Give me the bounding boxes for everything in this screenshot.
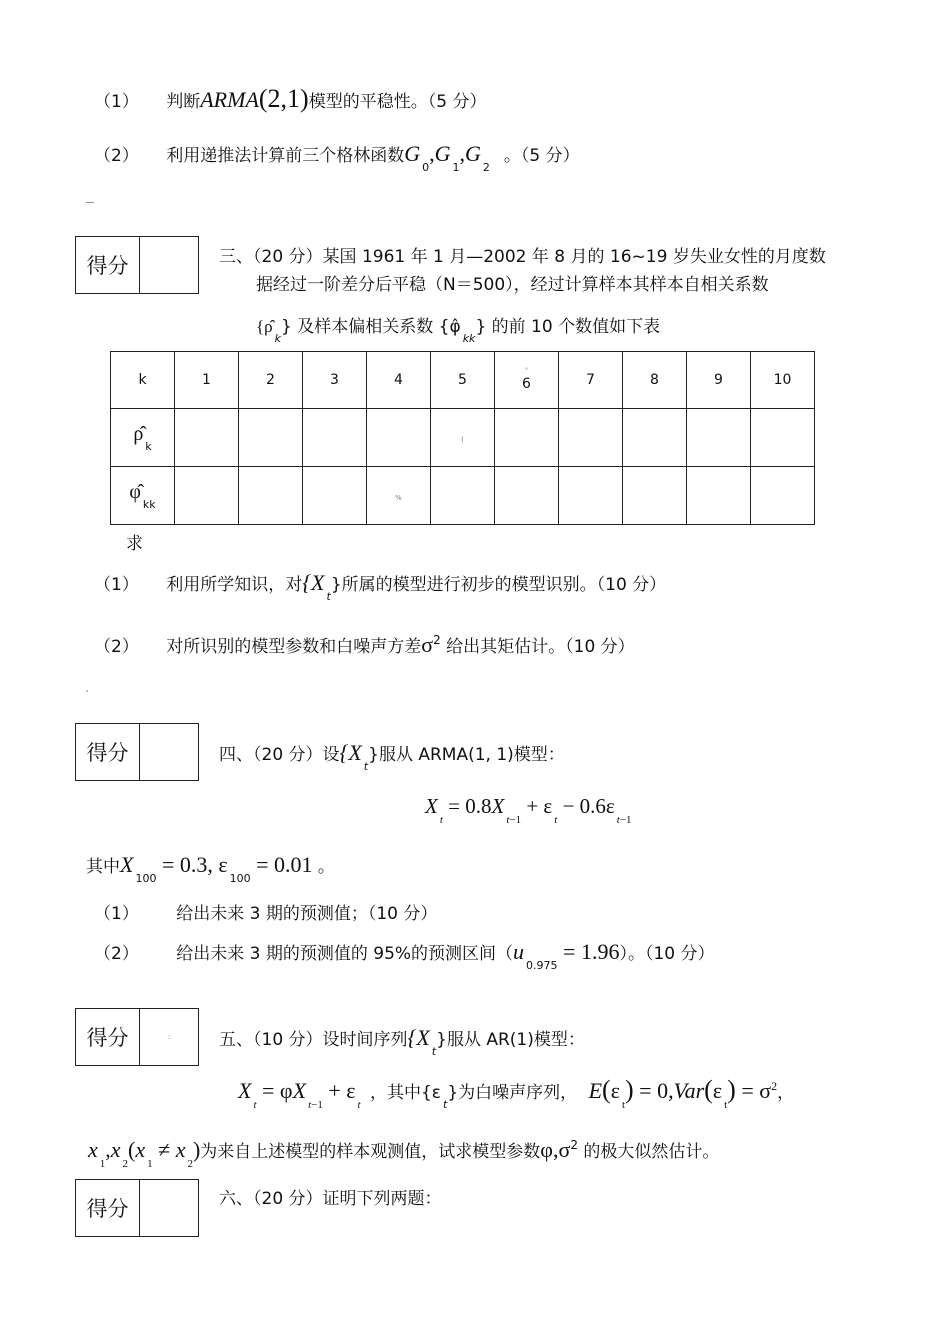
section-6-title: 六、（20 分）证明下列两题： (219, 1189, 442, 1209)
series-symbol: {X (407, 1025, 430, 1050)
question-number: （1） (94, 575, 139, 595)
model-params: (2,1) (258, 84, 309, 113)
series-symbol: {X (302, 570, 325, 595)
title-text: }服从 AR(1)模型： (436, 1030, 585, 1050)
table-cell[interactable] (367, 467, 431, 525)
section-3-title-cont: 据经过一阶差分后平稳（N＝500），经过计算样本其样本自相关系数 (256, 275, 769, 295)
arma-equation: $X_t = 0.8X_{t-1} + \varepsilon_t - 0.6\varepsilon_{t-1}$ (425, 794, 632, 826)
table-cell[interactable] (495, 467, 559, 525)
subscript: kk (462, 332, 476, 345)
green-function-symbol: G (434, 141, 451, 166)
score-value[interactable] (140, 1180, 198, 1236)
subscript: 0 (422, 161, 430, 174)
question-text: 利用所学知识，对 (166, 575, 303, 595)
text: 的极大似然估计。 (578, 1142, 720, 1162)
table-header-cell: 1 (175, 352, 239, 409)
superscript: 2 (570, 1138, 578, 1152)
table-cell[interactable] (239, 409, 303, 467)
question-2-2 (94, 141, 580, 174)
subscript: k (274, 332, 282, 345)
title-text: 四、（20 分）设 (219, 745, 340, 765)
ask-label: 求 (126, 534, 143, 554)
table-cell[interactable] (623, 467, 687, 525)
question-text: 给出其矩估计。（10 分） (440, 637, 635, 657)
model-name: ARMA (200, 87, 259, 112)
subscript: 100 (135, 872, 157, 885)
subscript: t (431, 1045, 437, 1058)
table-header-cell: 3 (303, 352, 367, 409)
title-text: }服从 ARMA(1, 1)模型： (368, 745, 565, 765)
score-value[interactable] (140, 724, 198, 780)
table-cell[interactable] (751, 467, 815, 525)
subscript: 1 (452, 161, 460, 174)
x-symbol: X (120, 852, 134, 877)
stray-mark (86, 690, 88, 692)
stray-mark (86, 202, 94, 203)
question-text: 判断 (166, 92, 201, 112)
row-label (111, 467, 175, 525)
stray-mark: % (395, 493, 402, 502)
score-label: 得分 (76, 724, 140, 780)
stray-mark: ( (461, 435, 464, 444)
question-3-2 (94, 632, 635, 658)
table-cell[interactable] (175, 467, 239, 525)
table-cell[interactable] (367, 409, 431, 467)
question-text: 给出未来 3 期的预测值的 95%的预测区间（ (176, 944, 514, 964)
table-cell[interactable] (431, 467, 495, 525)
u-symbol: u (513, 939, 525, 964)
table-header-cell: 8 (623, 352, 687, 409)
question-text: 利用递推法计算前三个格林函数 (166, 146, 405, 166)
table-cell[interactable] (559, 409, 623, 467)
section-5-sample-line: $x_1,x_2(x_1 \ne x_2)$为来自上述模型的样本观测值，试求模型参数$\varphi,\sigma^2$ 的极大似然估计。 (88, 1137, 720, 1170)
score-label: 得分 (76, 1180, 140, 1236)
table-cell[interactable] (687, 467, 751, 525)
score-box-4 (75, 723, 199, 781)
table-header-cell: 2 (239, 352, 303, 409)
rho-symbol: {ρ̂ (256, 317, 273, 336)
question-text: 对所识别的模型参数和白噪声方差 (166, 637, 422, 657)
text: }为白噪声序列， (447, 1083, 578, 1103)
table-cell[interactable] (431, 409, 495, 467)
params-symbol: φ,σ (540, 1137, 571, 1162)
green-function-symbol: G (404, 141, 421, 166)
phi-symbol: φ̂ (129, 480, 141, 503)
subscript: t (363, 760, 369, 773)
question-number: （2） (94, 637, 139, 657)
question-2-1 (94, 84, 486, 114)
comma: , (459, 141, 466, 166)
question-text: ）。（10 分） (619, 944, 715, 964)
table-header-cell: 9 (687, 352, 751, 409)
subscript: kk (142, 497, 156, 511)
section-3-title: 三、（20 分）某国 1961 年 1 月—2002 年 8 月的 16~19 岁失业女性的月度数 (219, 247, 826, 267)
text: 其中{ε (386, 1083, 441, 1103)
table-cell[interactable] (623, 409, 687, 467)
table-row-acf (111, 409, 815, 467)
title-text: 五、（10 分）设时间序列 (219, 1030, 408, 1050)
table-header-cell: k (111, 352, 175, 409)
table-cell[interactable] (495, 409, 559, 467)
table-cell[interactable] (175, 409, 239, 467)
question-text: }所属的模型进行初步的模型识别。（10 分） (330, 575, 667, 595)
score-label: 得分 (76, 1009, 140, 1065)
cond-value: = 0.01 (250, 852, 313, 877)
section-4-title (219, 740, 565, 773)
acf-pacf-table (110, 351, 815, 525)
question-3-1 (94, 570, 666, 603)
text: } 及样本偏相关系数 {φ̂ (281, 317, 461, 337)
superscript: 2 (433, 633, 441, 647)
question-number: （2） (94, 944, 139, 964)
cond-text: 其中 (86, 857, 120, 877)
subscript: 100 (229, 872, 251, 885)
subscript: k (145, 439, 152, 453)
table-cell[interactable] (687, 409, 751, 467)
text: } 的前 10 个数值如下表 (475, 317, 661, 337)
cond-text: 。 (312, 857, 335, 877)
subscript: t (326, 590, 331, 603)
score-box-3 (75, 236, 199, 294)
score-label: 得分 (76, 237, 140, 293)
table-cell[interactable] (751, 409, 815, 467)
subscript: 2 (482, 161, 490, 174)
question-number: （2） (94, 146, 139, 166)
score-value[interactable]: : (167, 1033, 171, 1041)
series-symbol: {X (339, 740, 362, 765)
table-cell[interactable] (303, 409, 367, 467)
cond-value: = 0.3, ε (156, 852, 228, 877)
question-4-1 (94, 899, 437, 924)
table-header-cell: 4 (367, 352, 431, 409)
sigma-symbol: σ (421, 632, 434, 657)
u-value: = 1.96 (557, 939, 620, 964)
score-value[interactable] (140, 237, 198, 293)
row-label (111, 409, 175, 467)
table-header-cell: 7 (559, 352, 623, 409)
score-box-6 (75, 1179, 199, 1237)
section-4-conditions (86, 852, 335, 885)
table-cell[interactable] (559, 467, 623, 525)
question-number: （1） (94, 904, 139, 924)
score-box-5 (75, 1008, 199, 1066)
table-header-row (111, 352, 815, 409)
question-text: 给出未来 3 期的预测值；（10 分） (176, 904, 438, 924)
table-cell[interactable] (239, 467, 303, 525)
rho-symbol: ρ̂ (133, 422, 144, 445)
table-cell[interactable] (303, 467, 367, 525)
table-header-cell: 10 (751, 352, 815, 409)
section-5-title (219, 1025, 585, 1058)
comma: , (429, 141, 435, 166)
green-function-symbol: G (465, 141, 481, 166)
question-text: 模型的平稳性。（5 分） (308, 92, 487, 112)
stray-mark: ˚ (524, 368, 529, 376)
subscript: 0.975 (526, 959, 558, 972)
header-text: 6 (522, 376, 531, 392)
section-5-model-line: $X_t = \varphi X_{t-1} + \varepsilon_t$ ，其中$\{\varepsilon_t\}$为白噪声序列， $E(\varepsilon_t) = 0,Var(\varepsilon_t) = \sigma^2$， (238, 1075, 795, 1111)
section-3-title-line3 (256, 312, 660, 345)
question-4-2 (94, 939, 715, 972)
text: 为来自上述模型的样本观测值，试求模型参数 (200, 1142, 541, 1162)
question-text: 。（5 分） (503, 146, 580, 166)
table-header-cell (495, 352, 559, 409)
table-header-cell: 5 (431, 352, 495, 409)
table-row-pacf (111, 467, 815, 525)
question-number: （1） (94, 92, 139, 112)
